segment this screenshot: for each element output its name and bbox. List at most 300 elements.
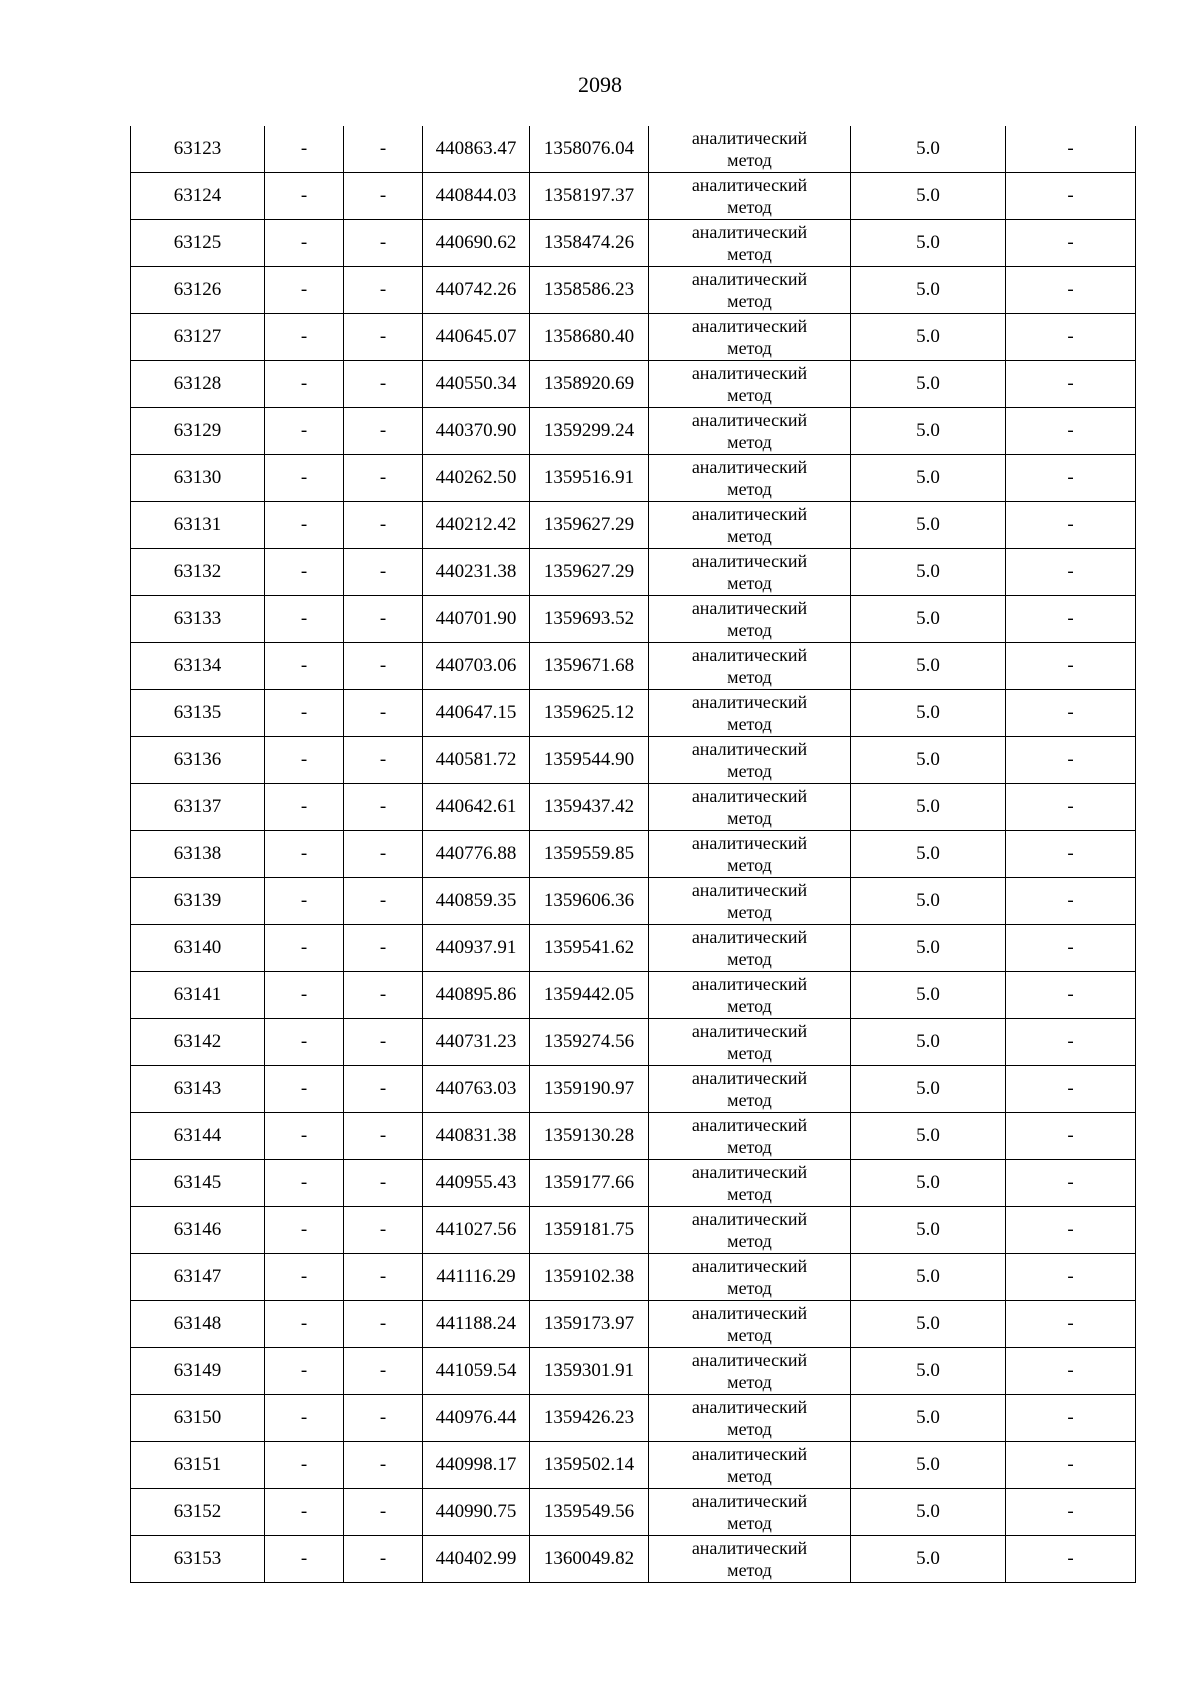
point-number-cell: 63131 [131, 502, 265, 549]
empty-value-cell: - [265, 455, 344, 502]
method-text-line2: метод [727, 949, 772, 969]
x-coordinate-cell: 440831.38 [423, 1113, 530, 1160]
empty-value-cell: - [1006, 1019, 1136, 1066]
empty-value-cell: - [344, 878, 423, 925]
accuracy-cell: 5.0 [851, 878, 1006, 925]
method-cell [649, 314, 851, 361]
method-text-line1: аналитический [691, 598, 808, 618]
empty-value-cell: - [344, 925, 423, 972]
method-text-line2: метод [727, 385, 772, 405]
accuracy-cell: 5.0 [851, 173, 1006, 220]
point-number-cell: 63133 [131, 596, 265, 643]
accuracy-cell: 5.0 [851, 1301, 1006, 1348]
method-text-line1: аналитический [691, 880, 808, 900]
method-text-line1: аналитический [691, 739, 808, 759]
x-coordinate-cell: 441188.24 [423, 1301, 530, 1348]
empty-value-cell: - [344, 361, 423, 408]
point-number-cell: 63149 [131, 1348, 265, 1395]
table-row [131, 1301, 1136, 1348]
method-cell [649, 1536, 851, 1583]
empty-value-cell: - [344, 455, 423, 502]
empty-value-cell: - [344, 1113, 423, 1160]
x-coordinate-cell: 441027.56 [423, 1207, 530, 1254]
method-cell [649, 596, 851, 643]
x-coordinate-cell: 440731.23 [423, 1019, 530, 1066]
point-number-cell: 63137 [131, 784, 265, 831]
empty-value-cell: - [344, 643, 423, 690]
empty-value-cell: - [265, 878, 344, 925]
method-cell [649, 1019, 851, 1066]
accuracy-cell: 5.0 [851, 361, 1006, 408]
table-row [131, 1489, 1136, 1536]
accuracy-cell: 5.0 [851, 1536, 1006, 1583]
method-text-line1: аналитический [691, 1162, 808, 1182]
empty-value-cell: - [265, 549, 344, 596]
method-text-line1: аналитический [691, 1397, 808, 1417]
empty-value-cell: - [1006, 126, 1136, 173]
x-coordinate-cell: 440776.88 [423, 831, 530, 878]
y-coordinate-cell: 1359173.97 [530, 1301, 649, 1348]
method-text-line2: метод [727, 1137, 772, 1157]
point-number-cell: 63135 [131, 690, 265, 737]
method-text-line2: метод [727, 996, 772, 1016]
empty-value-cell: - [1006, 173, 1136, 220]
point-number-cell: 63124 [131, 173, 265, 220]
method-text-line2: метод [727, 1419, 772, 1439]
point-number-cell: 63130 [131, 455, 265, 502]
method-text-line1: аналитический [691, 1256, 808, 1276]
method-cell [649, 173, 851, 220]
point-number-cell: 63129 [131, 408, 265, 455]
method-cell [649, 1207, 851, 1254]
table-row [131, 925, 1136, 972]
y-coordinate-cell: 1358076.04 [530, 126, 649, 173]
empty-value-cell: - [1006, 455, 1136, 502]
accuracy-cell: 5.0 [851, 831, 1006, 878]
x-coordinate-cell: 440581.72 [423, 737, 530, 784]
empty-value-cell: - [344, 1489, 423, 1536]
empty-value-cell: - [344, 1395, 423, 1442]
method-text-line2: метод [727, 1560, 772, 1580]
point-number-cell: 63152 [131, 1489, 265, 1536]
method-text-line2: метод [727, 432, 772, 452]
method-text-line2: метод [727, 902, 772, 922]
y-coordinate-cell: 1359437.42 [530, 784, 649, 831]
empty-value-cell: - [344, 1160, 423, 1207]
method-text-line2: метод [727, 1184, 772, 1204]
method-cell [649, 267, 851, 314]
empty-value-cell: - [344, 267, 423, 314]
empty-value-cell: - [1006, 408, 1136, 455]
table-row [131, 220, 1136, 267]
table-row [131, 972, 1136, 1019]
empty-value-cell: - [1006, 220, 1136, 267]
method-text-line2: метод [727, 1466, 772, 1486]
point-number-cell: 63142 [131, 1019, 265, 1066]
point-number-cell: 63134 [131, 643, 265, 690]
empty-value-cell: - [1006, 1113, 1136, 1160]
accuracy-cell: 5.0 [851, 737, 1006, 784]
x-coordinate-cell: 440895.86 [423, 972, 530, 1019]
table-row [131, 690, 1136, 737]
table-row [131, 831, 1136, 878]
method-cell [649, 361, 851, 408]
empty-value-cell: - [344, 220, 423, 267]
accuracy-cell: 5.0 [851, 126, 1006, 173]
method-text-line1: аналитический [691, 927, 808, 947]
point-number-cell: 63125 [131, 220, 265, 267]
table-row [131, 455, 1136, 502]
x-coordinate-cell: 440998.17 [423, 1442, 530, 1489]
y-coordinate-cell: 1359502.14 [530, 1442, 649, 1489]
point-number-cell: 63147 [131, 1254, 265, 1301]
method-text-line2: метод [727, 197, 772, 217]
empty-value-cell: - [265, 1113, 344, 1160]
accuracy-cell: 5.0 [851, 1442, 1006, 1489]
method-text-line1: аналитический [691, 1021, 808, 1041]
y-coordinate-cell: 1360049.82 [530, 1536, 649, 1583]
method-cell [649, 502, 851, 549]
empty-value-cell: - [344, 126, 423, 173]
method-cell [649, 784, 851, 831]
y-coordinate-cell: 1359559.85 [530, 831, 649, 878]
method-text-line2: метод [727, 620, 772, 640]
table-row [131, 784, 1136, 831]
method-text-line2: метод [727, 526, 772, 546]
method-text-line1: аналитический [691, 128, 808, 148]
method-text-line1: аналитический [691, 457, 808, 477]
empty-value-cell: - [1006, 1442, 1136, 1489]
method-cell [649, 220, 851, 267]
empty-value-cell: - [265, 784, 344, 831]
method-cell [649, 1160, 851, 1207]
empty-value-cell: - [344, 314, 423, 361]
table-row [131, 878, 1136, 925]
method-text-line1: аналитический [691, 1444, 808, 1464]
method-cell [649, 1489, 851, 1536]
method-text-line1: аналитический [691, 692, 808, 712]
accuracy-cell: 5.0 [851, 1066, 1006, 1113]
y-coordinate-cell: 1359627.29 [530, 502, 649, 549]
empty-value-cell: - [344, 972, 423, 1019]
point-number-cell: 63148 [131, 1301, 265, 1348]
table-row [131, 1536, 1136, 1583]
method-text-line1: аналитический [691, 1209, 808, 1229]
empty-value-cell: - [1006, 831, 1136, 878]
empty-value-cell: - [344, 502, 423, 549]
method-text-line2: метод [727, 1372, 772, 1392]
method-text-line2: метод [727, 855, 772, 875]
empty-value-cell: - [265, 1160, 344, 1207]
x-coordinate-cell: 440642.61 [423, 784, 530, 831]
accuracy-cell: 5.0 [851, 972, 1006, 1019]
empty-value-cell: - [1006, 1301, 1136, 1348]
method-text-line1: аналитический [691, 786, 808, 806]
x-coordinate-cell: 440859.35 [423, 878, 530, 925]
method-text-line1: аналитический [691, 1350, 808, 1370]
empty-value-cell: - [265, 314, 344, 361]
method-text-line1: аналитический [691, 974, 808, 994]
point-number-cell: 63141 [131, 972, 265, 1019]
empty-value-cell: - [344, 690, 423, 737]
table-row [131, 1207, 1136, 1254]
method-cell [649, 878, 851, 925]
method-text-line2: метод [727, 667, 772, 687]
empty-value-cell: - [265, 267, 344, 314]
x-coordinate-cell: 440742.26 [423, 267, 530, 314]
method-text-line2: метод [727, 761, 772, 781]
empty-value-cell: - [1006, 925, 1136, 972]
empty-value-cell: - [265, 1254, 344, 1301]
empty-value-cell: - [265, 408, 344, 455]
table-row [131, 361, 1136, 408]
x-coordinate-cell: 440370.90 [423, 408, 530, 455]
accuracy-cell: 5.0 [851, 690, 1006, 737]
empty-value-cell: - [344, 1066, 423, 1113]
page-number: 2098 [578, 72, 622, 97]
method-cell [649, 831, 851, 878]
method-text-line1: аналитический [691, 504, 808, 524]
point-number-cell: 63136 [131, 737, 265, 784]
accuracy-cell: 5.0 [851, 1254, 1006, 1301]
y-coordinate-cell: 1359549.56 [530, 1489, 649, 1536]
x-coordinate-cell: 440955.43 [423, 1160, 530, 1207]
x-coordinate-cell: 440703.06 [423, 643, 530, 690]
table-row [131, 1019, 1136, 1066]
empty-value-cell: - [344, 549, 423, 596]
accuracy-cell: 5.0 [851, 596, 1006, 643]
empty-value-cell: - [344, 1207, 423, 1254]
point-number-cell: 63143 [131, 1066, 265, 1113]
method-text-line1: аналитический [691, 1491, 808, 1511]
empty-value-cell: - [344, 1019, 423, 1066]
x-coordinate-cell: 441116.29 [423, 1254, 530, 1301]
method-cell [649, 1395, 851, 1442]
empty-value-cell: - [1006, 549, 1136, 596]
accuracy-cell: 5.0 [851, 784, 1006, 831]
point-number-cell: 63146 [131, 1207, 265, 1254]
empty-value-cell: - [1006, 1160, 1136, 1207]
method-cell [649, 1066, 851, 1113]
empty-value-cell: - [265, 126, 344, 173]
accuracy-cell: 5.0 [851, 549, 1006, 596]
method-text-line2: метод [727, 808, 772, 828]
empty-value-cell: - [265, 925, 344, 972]
empty-value-cell: - [265, 831, 344, 878]
accuracy-cell: 5.0 [851, 455, 1006, 502]
empty-value-cell: - [344, 596, 423, 643]
method-cell [649, 690, 851, 737]
empty-value-cell: - [265, 502, 344, 549]
accuracy-cell: 5.0 [851, 1207, 1006, 1254]
method-text-line1: аналитический [691, 363, 808, 383]
table-row [131, 1113, 1136, 1160]
accuracy-cell: 5.0 [851, 314, 1006, 361]
empty-value-cell: - [1006, 596, 1136, 643]
x-coordinate-cell: 440262.50 [423, 455, 530, 502]
table-row [131, 126, 1136, 173]
method-text-line2: метод [727, 714, 772, 734]
point-number-cell: 63128 [131, 361, 265, 408]
empty-value-cell: - [265, 1442, 344, 1489]
point-number-cell: 63123 [131, 126, 265, 173]
point-number-cell: 63139 [131, 878, 265, 925]
accuracy-cell: 5.0 [851, 1113, 1006, 1160]
method-text-line1: аналитический [691, 1115, 808, 1135]
empty-value-cell: - [1006, 267, 1136, 314]
empty-value-cell: - [265, 1348, 344, 1395]
empty-value-cell: - [265, 1489, 344, 1536]
empty-value-cell: - [265, 173, 344, 220]
method-text-line1: аналитический [691, 833, 808, 853]
method-text-line1: аналитический [691, 1068, 808, 1088]
x-coordinate-cell: 440645.07 [423, 314, 530, 361]
y-coordinate-cell: 1359177.66 [530, 1160, 649, 1207]
method-text-line2: метод [727, 291, 772, 311]
empty-value-cell: - [265, 1395, 344, 1442]
empty-value-cell: - [344, 1301, 423, 1348]
method-text-line2: метод [727, 244, 772, 264]
y-coordinate-cell: 1359426.23 [530, 1395, 649, 1442]
method-text-line2: метод [727, 573, 772, 593]
method-cell [649, 925, 851, 972]
empty-value-cell: - [1006, 643, 1136, 690]
accuracy-cell: 5.0 [851, 643, 1006, 690]
method-cell [649, 1442, 851, 1489]
method-text-line1: аналитический [691, 269, 808, 289]
empty-value-cell: - [1006, 690, 1136, 737]
empty-value-cell: - [344, 1254, 423, 1301]
method-text-line1: аналитический [691, 222, 808, 242]
accuracy-cell: 5.0 [851, 502, 1006, 549]
empty-value-cell: - [265, 596, 344, 643]
y-coordinate-cell: 1359190.97 [530, 1066, 649, 1113]
x-coordinate-cell: 440990.75 [423, 1489, 530, 1536]
accuracy-cell: 5.0 [851, 267, 1006, 314]
method-cell [649, 549, 851, 596]
y-coordinate-cell: 1359102.38 [530, 1254, 649, 1301]
empty-value-cell: - [1006, 1348, 1136, 1395]
x-coordinate-cell: 440863.47 [423, 126, 530, 173]
accuracy-cell: 5.0 [851, 220, 1006, 267]
accuracy-cell: 5.0 [851, 1348, 1006, 1395]
point-number-cell: 63127 [131, 314, 265, 361]
y-coordinate-cell: 1359606.36 [530, 878, 649, 925]
table-row [131, 1254, 1136, 1301]
method-cell [649, 737, 851, 784]
y-coordinate-cell: 1358197.37 [530, 173, 649, 220]
table-row [131, 267, 1136, 314]
method-text-line1: аналитический [691, 645, 808, 665]
y-coordinate-cell: 1359299.24 [530, 408, 649, 455]
point-number-cell: 63132 [131, 549, 265, 596]
method-cell [649, 408, 851, 455]
coordinates-table [130, 126, 1136, 1583]
table-row [131, 549, 1136, 596]
empty-value-cell: - [1006, 502, 1136, 549]
empty-value-cell: - [1006, 972, 1136, 1019]
empty-value-cell: - [265, 361, 344, 408]
table-row [131, 408, 1136, 455]
empty-value-cell: - [265, 1301, 344, 1348]
empty-value-cell: - [265, 1019, 344, 1066]
point-number-cell: 63151 [131, 1442, 265, 1489]
y-coordinate-cell: 1359301.91 [530, 1348, 649, 1395]
y-coordinate-cell: 1358920.69 [530, 361, 649, 408]
empty-value-cell: - [265, 1536, 344, 1583]
method-cell [649, 126, 851, 173]
empty-value-cell: - [344, 737, 423, 784]
point-number-cell: 63140 [131, 925, 265, 972]
empty-value-cell: - [1006, 314, 1136, 361]
y-coordinate-cell: 1359671.68 [530, 643, 649, 690]
method-text-line1: аналитический [691, 1303, 808, 1323]
point-number-cell: 63138 [131, 831, 265, 878]
empty-value-cell: - [1006, 1489, 1136, 1536]
y-coordinate-cell: 1359693.52 [530, 596, 649, 643]
empty-value-cell: - [1006, 1536, 1136, 1583]
empty-value-cell: - [265, 220, 344, 267]
accuracy-cell: 5.0 [851, 1160, 1006, 1207]
empty-value-cell: - [1006, 1395, 1136, 1442]
point-number-cell: 63145 [131, 1160, 265, 1207]
empty-value-cell: - [1006, 361, 1136, 408]
x-coordinate-cell: 440976.44 [423, 1395, 530, 1442]
method-cell [649, 455, 851, 502]
method-cell [649, 972, 851, 1019]
table-row [131, 596, 1136, 643]
point-number-cell: 63153 [131, 1536, 265, 1583]
table-row [131, 737, 1136, 784]
x-coordinate-cell: 440690.62 [423, 220, 530, 267]
accuracy-cell: 5.0 [851, 1395, 1006, 1442]
method-cell [649, 643, 851, 690]
empty-value-cell: - [344, 1536, 423, 1583]
accuracy-cell: 5.0 [851, 925, 1006, 972]
method-cell [649, 1301, 851, 1348]
table-row [131, 1395, 1136, 1442]
x-coordinate-cell: 440937.91 [423, 925, 530, 972]
point-number-cell: 63144 [131, 1113, 265, 1160]
table-row [131, 502, 1136, 549]
accuracy-cell: 5.0 [851, 1019, 1006, 1066]
empty-value-cell: - [265, 643, 344, 690]
x-coordinate-cell: 440647.15 [423, 690, 530, 737]
empty-value-cell: - [265, 690, 344, 737]
x-coordinate-cell: 440550.34 [423, 361, 530, 408]
table-row [131, 1160, 1136, 1207]
empty-value-cell: - [1006, 1207, 1136, 1254]
empty-value-cell: - [1006, 878, 1136, 925]
table-body [131, 126, 1136, 1583]
x-coordinate-cell: 441059.54 [423, 1348, 530, 1395]
empty-value-cell: - [344, 408, 423, 455]
accuracy-cell: 5.0 [851, 408, 1006, 455]
x-coordinate-cell: 440763.03 [423, 1066, 530, 1113]
table-row [131, 173, 1136, 220]
empty-value-cell: - [344, 173, 423, 220]
empty-value-cell: - [344, 1442, 423, 1489]
empty-value-cell: - [344, 784, 423, 831]
method-text-line2: метод [727, 1231, 772, 1251]
point-number-cell: 63126 [131, 267, 265, 314]
method-text-line2: метод [727, 150, 772, 170]
empty-value-cell: - [265, 1066, 344, 1113]
accuracy-cell: 5.0 [851, 1489, 1006, 1536]
table-row [131, 1066, 1136, 1113]
method-text-line2: метод [727, 1090, 772, 1110]
empty-value-cell: - [344, 831, 423, 878]
